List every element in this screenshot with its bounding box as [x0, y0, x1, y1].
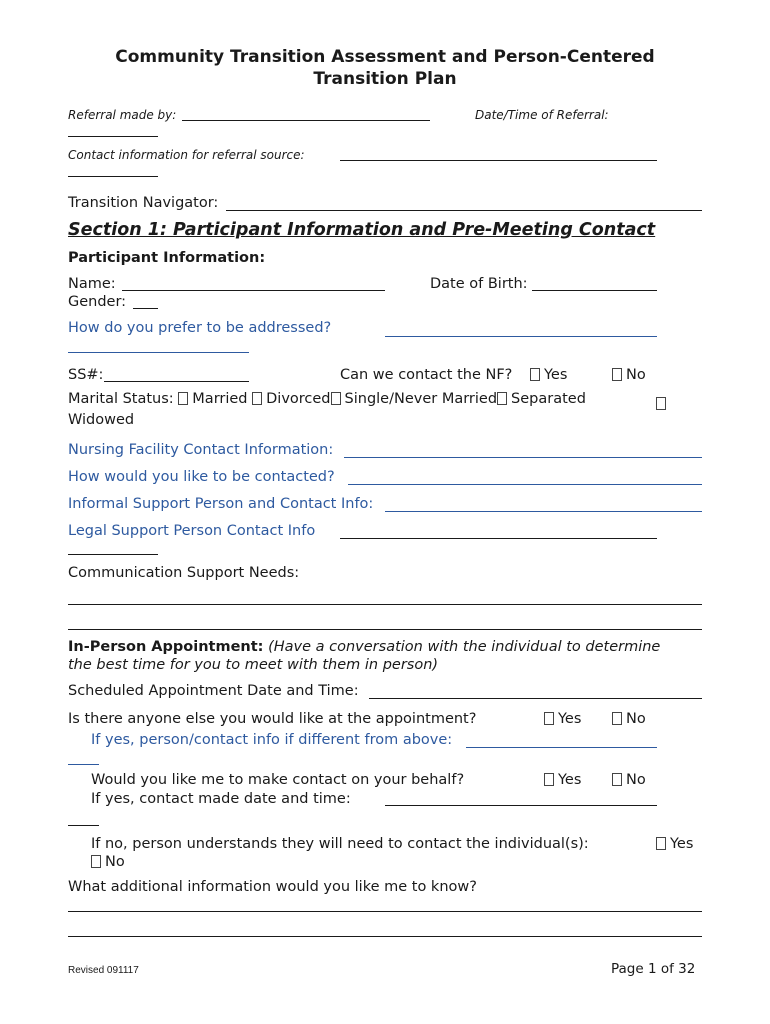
- participant-info-heading: Participant Information:: [68, 250, 266, 266]
- contact-info-referral-field[interactable]: [340, 160, 657, 161]
- contact-made-label: If yes, contact made date and time:: [91, 791, 351, 807]
- divorced-label: Divorced: [266, 391, 331, 407]
- anyone-else-yes-option[interactable]: [544, 711, 581, 727]
- document-title-line-1: Community Transition Assessment and Person-Centered: [115, 47, 655, 67]
- transition-navigator-field[interactable]: [226, 210, 702, 211]
- no-label: No: [105, 854, 125, 870]
- make-contact-label: Would you like me to make contact on your behalf?: [91, 772, 465, 788]
- checkbox-icon[interactable]: [656, 397, 666, 410]
- nf-contact-info-field[interactable]: [344, 457, 702, 458]
- if-yes-person-field[interactable]: [466, 747, 657, 748]
- additional-info-label: What additional information would you like me to know?: [68, 879, 477, 895]
- separated-label: Separated: [511, 391, 586, 407]
- make-contact-yes-option[interactable]: [544, 772, 581, 788]
- in-person-instruction-1: (Have a conversation with the individual to determine: [268, 639, 661, 655]
- checkbox-icon[interactable]: [612, 368, 622, 381]
- contact-nf-label: Can we contact the NF?: [340, 367, 513, 383]
- if-yes-person-field-cont[interactable]: [68, 764, 99, 765]
- informal-support-label: Informal Support Person and Contact Info:: [68, 496, 374, 512]
- how-contacted-label: How would you like to be contacted?: [68, 469, 335, 485]
- ssn-label: SS#:: [68, 367, 104, 383]
- checkbox-icon[interactable]: [612, 712, 622, 725]
- legal-support-field-cont[interactable]: [68, 554, 158, 555]
- married-option[interactable]: [178, 391, 247, 407]
- no-label: No: [626, 367, 646, 383]
- date-time-referral-field[interactable]: [68, 136, 158, 137]
- make-contact-no-option[interactable]: [612, 772, 646, 788]
- additional-info-field-2[interactable]: [68, 936, 702, 937]
- scheduled-appt-field[interactable]: [369, 698, 702, 699]
- scheduled-appt-label: Scheduled Appointment Date and Time:: [68, 683, 359, 699]
- no-label: No: [626, 711, 646, 727]
- revised-footer: Revised 091117: [68, 965, 139, 976]
- yes-label: Yes: [558, 711, 582, 727]
- yes-label: Yes: [558, 772, 582, 788]
- in-person-heading: In-Person Appointment:: [68, 639, 264, 655]
- gender-label: Gender:: [68, 294, 127, 310]
- contact-nf-yes-option[interactable]: [530, 367, 567, 383]
- legal-support-field[interactable]: [340, 538, 657, 539]
- contact-info-referral-field-cont[interactable]: [68, 176, 158, 177]
- page-number: Page 1 of 32: [611, 961, 696, 977]
- yes-label: Yes: [670, 836, 694, 852]
- checkbox-icon[interactable]: [544, 712, 554, 725]
- in-person-appointment-line-1: [68, 639, 660, 655]
- date-of-birth-label: Date of Birth:: [430, 276, 528, 292]
- single-label: Single/Never Married: [344, 391, 498, 407]
- date-of-birth-field[interactable]: [532, 290, 657, 291]
- checkbox-icon[interactable]: [178, 392, 188, 405]
- prefer-addressed-label: How do you prefer to be addressed?: [68, 320, 332, 336]
- communication-support-field-1[interactable]: [68, 604, 702, 605]
- understands-no-option[interactable]: [91, 854, 125, 870]
- checkbox-icon[interactable]: [91, 855, 101, 868]
- how-contacted-field[interactable]: [348, 484, 702, 485]
- document-title-line-2: Transition Plan: [313, 69, 457, 89]
- communication-support-label: Communication Support Needs:: [68, 565, 300, 581]
- widowed-checkbox[interactable]: [656, 393, 670, 412]
- checkbox-icon[interactable]: [612, 773, 622, 786]
- referral-made-by-label: Referral made by:: [68, 108, 177, 122]
- if-no-understands-label: If no, person understands they will need to contact the individual(s):: [91, 836, 589, 852]
- date-time-referral-label: Date/Time of Referral:: [475, 108, 609, 122]
- widowed-label: Widowed: [68, 412, 135, 428]
- no-label: No: [626, 772, 646, 788]
- contact-made-field-cont[interactable]: [68, 825, 99, 826]
- divorced-option[interactable]: [252, 391, 330, 407]
- ssn-field[interactable]: [104, 381, 249, 382]
- anyone-else-label: Is there anyone else you would like at the appointment?: [68, 711, 477, 727]
- informal-support-field[interactable]: [385, 511, 702, 512]
- gender-field[interactable]: [133, 308, 158, 309]
- prefer-addressed-field[interactable]: [385, 336, 657, 337]
- yes-label: Yes: [544, 367, 568, 383]
- transition-navigator-label: Transition Navigator:: [68, 195, 219, 211]
- name-label: Name:: [68, 276, 116, 292]
- referral-made-by-field[interactable]: [182, 120, 430, 121]
- contact-nf-no-option[interactable]: [612, 367, 646, 383]
- married-label: Married: [192, 391, 248, 407]
- marital-status-label: Marital Status:: [68, 391, 174, 407]
- checkbox-icon[interactable]: [331, 392, 341, 405]
- separated-option[interactable]: [497, 391, 586, 407]
- single-option[interactable]: [331, 391, 498, 407]
- nf-contact-info-label: Nursing Facility Contact Information:: [68, 442, 334, 458]
- prefer-addressed-field-cont[interactable]: [68, 352, 249, 353]
- checkbox-icon[interactable]: [252, 392, 262, 405]
- checkbox-icon[interactable]: [544, 773, 554, 786]
- marital-status-row: [68, 391, 586, 407]
- contact-info-referral-label: Contact information for referral source:: [68, 148, 305, 162]
- additional-info-field-1[interactable]: [68, 911, 702, 912]
- checkbox-icon[interactable]: [530, 368, 540, 381]
- section-1-heading: Section 1: Participant Information and Pre-Meeting Contact: [68, 220, 656, 240]
- legal-support-label: Legal Support Person Contact Info: [68, 523, 316, 539]
- understands-yes-option[interactable]: [656, 836, 693, 852]
- anyone-else-no-option[interactable]: [612, 711, 646, 727]
- contact-made-field[interactable]: [385, 805, 657, 806]
- checkbox-icon[interactable]: [497, 392, 507, 405]
- checkbox-icon[interactable]: [656, 837, 666, 850]
- if-yes-person-label: If yes, person/contact info if different from above:: [91, 732, 453, 748]
- communication-support-field-2[interactable]: [68, 629, 702, 630]
- in-person-instruction-2: the best time for you to meet with them in person): [68, 657, 439, 673]
- name-field[interactable]: [122, 290, 385, 291]
